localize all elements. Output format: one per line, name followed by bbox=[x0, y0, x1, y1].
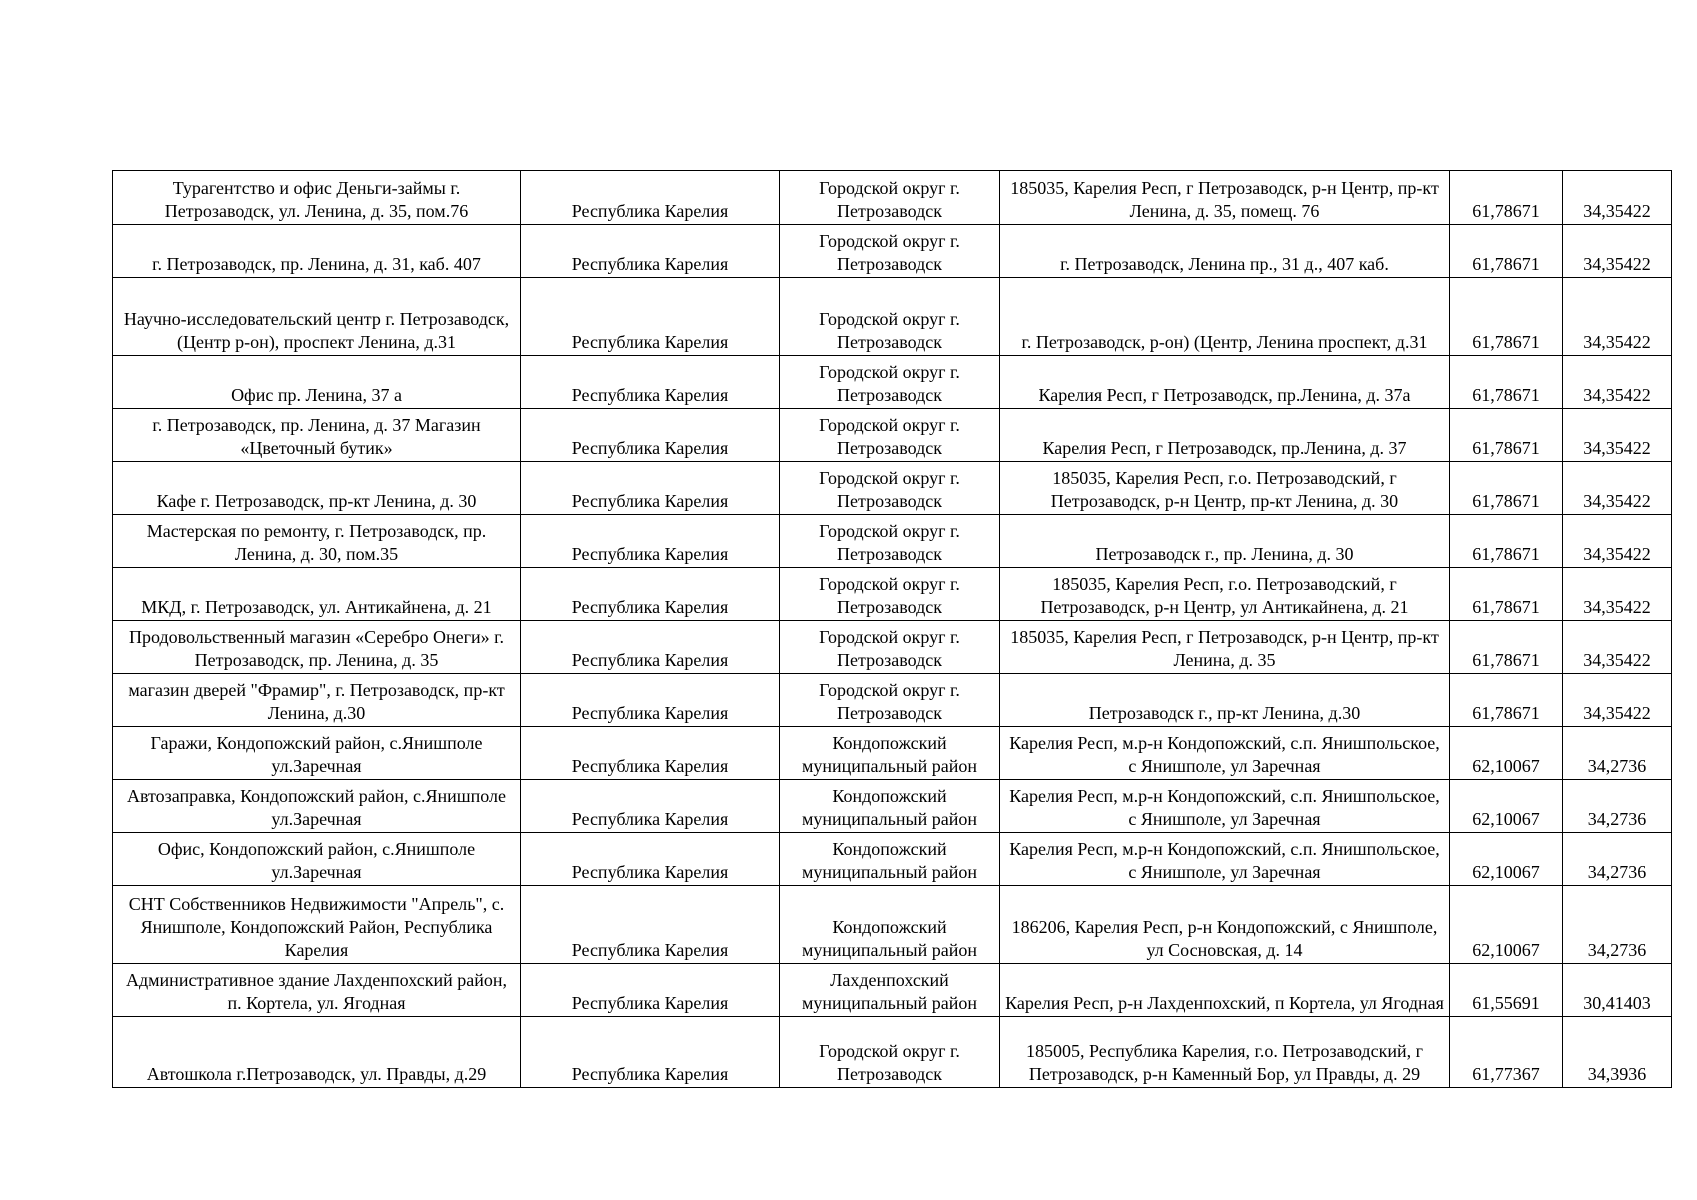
object-name-cell: СНТ Собственников Недвижимости "Апрель", с. Янишполе, Кондопожский Район, Республика Карелия bbox=[113, 886, 521, 964]
longitude-cell: 34,35422 bbox=[1563, 356, 1672, 409]
region-cell: Республика Карелия bbox=[521, 886, 780, 964]
region-cell: Республика Карелия bbox=[521, 462, 780, 515]
region-cell: Республика Карелия bbox=[521, 278, 780, 356]
address-cell: 185005, Республика Карелия, г.о. Петрозаводский, г Петрозаводск, р-н Каменный Бор, ул Правды, д. 29 bbox=[1000, 1017, 1450, 1088]
address-cell: 185035, Карелия Респ, г Петрозаводск, р-н Центр, пр-кт Ленина, д. 35, помещ. 76 bbox=[1000, 171, 1450, 225]
municipality-cell: Городской округ г. Петрозаводск bbox=[780, 462, 1000, 515]
longitude-cell: 34,2736 bbox=[1563, 833, 1672, 886]
address-cell: Петрозаводск г., пр-кт Ленина, д.30 bbox=[1000, 674, 1450, 727]
object-name-cell: Офис, Кондопожский район, с.Янишполе ул.Заречная bbox=[113, 833, 521, 886]
address-cell: г. Петрозаводск, р-он) (Центр, Ленина проспект, д.31 bbox=[1000, 278, 1450, 356]
longitude-cell: 34,35422 bbox=[1563, 409, 1672, 462]
municipality-cell: Кондопожский муниципальный район bbox=[780, 833, 1000, 886]
longitude-cell: 34,2736 bbox=[1563, 886, 1672, 964]
longitude-cell: 34,2736 bbox=[1563, 727, 1672, 780]
latitude-cell: 61,78671 bbox=[1450, 621, 1563, 674]
municipality-cell: Лахденпохский муниципальный район bbox=[780, 964, 1000, 1017]
address-cell: г. Петрозаводск, Ленина пр., 31 д., 407 каб. bbox=[1000, 225, 1450, 278]
table-row bbox=[113, 225, 1672, 278]
object-name-cell: Автозаправка, Кондопожский район, с.Янишполе ул.Заречная bbox=[113, 780, 521, 833]
longitude-cell: 30,41403 bbox=[1563, 964, 1672, 1017]
address-cell: 186206, Карелия Респ, р-н Кондопожский, с Янишполе, ул Сосновская, д. 14 bbox=[1000, 886, 1450, 964]
latitude-cell: 62,10067 bbox=[1450, 833, 1563, 886]
address-cell: Петрозаводск г., пр. Ленина, д. 30 bbox=[1000, 515, 1450, 568]
latitude-cell: 62,10067 bbox=[1450, 886, 1563, 964]
municipality-cell: Городской округ г. Петрозаводск bbox=[780, 568, 1000, 621]
address-cell: 185035, Карелия Респ, г.о. Петрозаводский, г Петрозаводск, р-н Центр, ул Антикайнена, д. 21 bbox=[1000, 568, 1450, 621]
municipality-cell: Городской округ г. Петрозаводск bbox=[780, 278, 1000, 356]
object-name-cell: Административное здание Лахденпохский район, п. Кортела, ул. Ягодная bbox=[113, 964, 521, 1017]
table-row bbox=[113, 621, 1672, 674]
region-cell: Республика Карелия bbox=[521, 171, 780, 225]
table-row bbox=[113, 674, 1672, 727]
latitude-cell: 61,78671 bbox=[1450, 225, 1563, 278]
longitude-cell: 34,35422 bbox=[1563, 171, 1672, 225]
latitude-cell: 61,77367 bbox=[1450, 1017, 1563, 1088]
locations-table bbox=[112, 170, 1672, 1088]
object-name-cell: Продовольственный магазин «Серебро Онеги» г. Петрозаводск, пр. Ленина, д. 35 bbox=[113, 621, 521, 674]
longitude-cell: 34,35422 bbox=[1563, 621, 1672, 674]
table-row bbox=[113, 568, 1672, 621]
latitude-cell: 61,78671 bbox=[1450, 462, 1563, 515]
table-row bbox=[113, 462, 1672, 515]
region-cell: Республика Карелия bbox=[521, 1017, 780, 1088]
region-cell: Республика Карелия bbox=[521, 964, 780, 1017]
table-row bbox=[113, 409, 1672, 462]
municipality-cell: Городской округ г. Петрозаводск bbox=[780, 356, 1000, 409]
municipality-cell: Городской округ г. Петрозаводск bbox=[780, 515, 1000, 568]
table-row bbox=[113, 727, 1672, 780]
region-cell: Республика Карелия bbox=[521, 780, 780, 833]
latitude-cell: 62,10067 bbox=[1450, 780, 1563, 833]
municipality-cell: Кондопожский муниципальный район bbox=[780, 780, 1000, 833]
region-cell: Республика Карелия bbox=[521, 356, 780, 409]
longitude-cell: 34,35422 bbox=[1563, 674, 1672, 727]
object-name-cell: Автошкола г.Петрозаводск, ул. Правды, д.29 bbox=[113, 1017, 521, 1088]
longitude-cell: 34,35422 bbox=[1563, 278, 1672, 356]
region-cell: Республика Карелия bbox=[521, 674, 780, 727]
object-name-cell: г. Петрозаводск, пр. Ленина, д. 31, каб. 407 bbox=[113, 225, 521, 278]
region-cell: Республика Карелия bbox=[521, 225, 780, 278]
latitude-cell: 61,78671 bbox=[1450, 278, 1563, 356]
object-name-cell: Гаражи, Кондопожский район, с.Янишполе ул.Заречная bbox=[113, 727, 521, 780]
table-row bbox=[113, 171, 1672, 225]
address-cell: 185035, Карелия Респ, г.о. Петрозаводский, г Петрозаводск, р-н Центр, пр-кт Ленина, д. 30 bbox=[1000, 462, 1450, 515]
longitude-cell: 34,35422 bbox=[1563, 515, 1672, 568]
address-cell: Карелия Респ, м.р-н Кондопожский, с.п. Янишпольское, с Янишполе, ул Заречная bbox=[1000, 727, 1450, 780]
object-name-cell: Научно-исследовательский центр г. Петрозаводск, (Центр р-он), проспект Ленина, д.31 bbox=[113, 278, 521, 356]
address-cell: Карелия Респ, р-н Лахденпохский, п Кортела, ул Ягодная bbox=[1000, 964, 1450, 1017]
longitude-cell: 34,2736 bbox=[1563, 780, 1672, 833]
address-cell: Карелия Респ, г Петрозаводск, пр.Ленина, д. 37а bbox=[1000, 356, 1450, 409]
municipality-cell: Городской округ г. Петрозаводск bbox=[780, 1017, 1000, 1088]
latitude-cell: 61,78671 bbox=[1450, 356, 1563, 409]
table-row bbox=[113, 356, 1672, 409]
latitude-cell: 61,55691 bbox=[1450, 964, 1563, 1017]
municipality-cell: Городской округ г. Петрозаводск bbox=[780, 171, 1000, 225]
municipality-cell: Городской округ г. Петрозаводск bbox=[780, 674, 1000, 727]
region-cell: Республика Карелия bbox=[521, 833, 780, 886]
longitude-cell: 34,35422 bbox=[1563, 568, 1672, 621]
municipality-cell: Городской округ г. Петрозаводск bbox=[780, 225, 1000, 278]
object-name-cell: магазин дверей "Фрамир", г. Петрозаводск, пр-кт Ленина, д.30 bbox=[113, 674, 521, 727]
address-cell: Карелия Респ, м.р-н Кондопожский, с.п. Янишпольское, с Янишполе, ул Заречная bbox=[1000, 833, 1450, 886]
municipality-cell: Городской округ г. Петрозаводск bbox=[780, 409, 1000, 462]
object-name-cell: Турагентство и офис Деньги-займы г. Петрозаводск, ул. Ленина, д. 35, пом.76 bbox=[113, 171, 521, 225]
locations-table-body bbox=[113, 171, 1672, 1088]
longitude-cell: 34,35422 bbox=[1563, 462, 1672, 515]
region-cell: Республика Карелия bbox=[521, 621, 780, 674]
municipality-cell: Городской округ г. Петрозаводск bbox=[780, 621, 1000, 674]
address-cell: Карелия Респ, м.р-н Кондопожский, с.п. Янишпольское, с Янишполе, ул Заречная bbox=[1000, 780, 1450, 833]
object-name-cell: МКД, г. Петрозаводск, ул. Антикайнена, д. 21 bbox=[113, 568, 521, 621]
longitude-cell: 34,3936 bbox=[1563, 1017, 1672, 1088]
latitude-cell: 61,78671 bbox=[1450, 409, 1563, 462]
object-name-cell: Офис пр. Ленина, 37 а bbox=[113, 356, 521, 409]
latitude-cell: 61,78671 bbox=[1450, 515, 1563, 568]
region-cell: Республика Карелия bbox=[521, 515, 780, 568]
object-name-cell: Мастерская по ремонту, г. Петрозаводск, пр. Ленина, д. 30, пом.35 bbox=[113, 515, 521, 568]
table-row bbox=[113, 515, 1672, 568]
municipality-cell: Кондопожский муниципальный район bbox=[780, 886, 1000, 964]
latitude-cell: 62,10067 bbox=[1450, 727, 1563, 780]
region-cell: Республика Карелия bbox=[521, 409, 780, 462]
municipality-cell: Кондопожский муниципальный район bbox=[780, 727, 1000, 780]
longitude-cell: 34,35422 bbox=[1563, 225, 1672, 278]
table-row bbox=[113, 833, 1672, 886]
table-row bbox=[113, 1017, 1672, 1088]
address-cell: 185035, Карелия Респ, г Петрозаводск, р-н Центр, пр-кт Ленина, д. 35 bbox=[1000, 621, 1450, 674]
table-row bbox=[113, 964, 1672, 1017]
object-name-cell: г. Петрозаводск, пр. Ленина, д. 37 Магазин «Цветочный бутик» bbox=[113, 409, 521, 462]
table-row bbox=[113, 780, 1672, 833]
latitude-cell: 61,78671 bbox=[1450, 674, 1563, 727]
object-name-cell: Кафе г. Петрозаводск, пр-кт Ленина, д. 30 bbox=[113, 462, 521, 515]
latitude-cell: 61,78671 bbox=[1450, 568, 1563, 621]
region-cell: Республика Карелия bbox=[521, 727, 780, 780]
table-row bbox=[113, 278, 1672, 356]
region-cell: Республика Карелия bbox=[521, 568, 780, 621]
latitude-cell: 61,78671 bbox=[1450, 171, 1563, 225]
table-row bbox=[113, 886, 1672, 964]
address-cell: Карелия Респ, г Петрозаводск, пр.Ленина, д. 37 bbox=[1000, 409, 1450, 462]
